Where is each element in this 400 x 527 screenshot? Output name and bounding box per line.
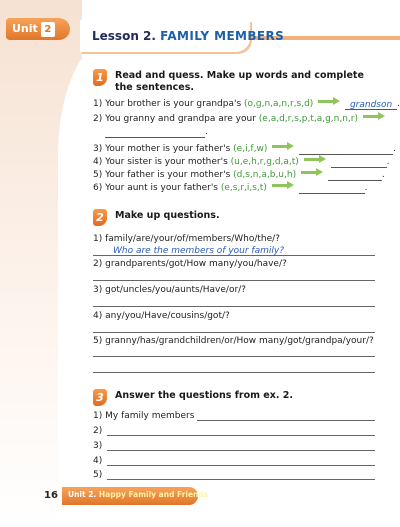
ex1-item-5 bbox=[93, 170, 385, 181]
ex1-item-2 bbox=[93, 114, 387, 125]
item-number: 2) bbox=[93, 426, 103, 436]
arrow-right-icon bbox=[301, 169, 323, 176]
exercise-instruction: Make up questions. bbox=[115, 210, 220, 221]
answer-line[interactable] bbox=[107, 450, 375, 451]
arrow-right-icon bbox=[363, 113, 385, 120]
ex3-item-5 bbox=[93, 470, 102, 481]
ex3-item-3 bbox=[93, 441, 102, 452]
ex3-item-1 bbox=[93, 411, 194, 422]
arrow-right-icon bbox=[272, 143, 294, 150]
lesson-name: FAMILY MEMBERS bbox=[160, 29, 285, 43]
item-end: . bbox=[397, 99, 400, 109]
ex2-item-2 bbox=[93, 259, 287, 270]
answer-line[interactable] bbox=[93, 356, 375, 357]
item-number: 5) bbox=[93, 170, 103, 180]
page-number: 16 bbox=[44, 490, 58, 501]
item-text: family/are/your/of/members/Who/the/? bbox=[105, 234, 280, 244]
item-text: My family members bbox=[105, 411, 195, 421]
item-end: . bbox=[364, 183, 368, 193]
item-number: 4) bbox=[93, 456, 103, 466]
ex2-item-5 bbox=[93, 336, 374, 347]
item-number: 3) bbox=[93, 285, 103, 295]
ex2-item-1 bbox=[93, 234, 280, 245]
item-number: 4) bbox=[93, 311, 103, 321]
item-text: Your mother is your father's bbox=[105, 144, 231, 154]
lesson-label: Lesson 2. bbox=[92, 29, 156, 43]
item-text: Your aunt is your father's bbox=[105, 183, 218, 193]
unit-number: 2 bbox=[41, 22, 55, 37]
page-header bbox=[0, 16, 400, 56]
handwritten-answer: Who are the members of your family? bbox=[113, 246, 284, 256]
item-letters: (d,s,n,a,b,u,h) bbox=[233, 170, 297, 180]
item-letters: (e,s,r,i,s,t) bbox=[220, 183, 267, 193]
answer-blank[interactable] bbox=[331, 158, 387, 168]
item-letters: (u,e,h,r,g,d,a,t) bbox=[230, 157, 299, 167]
ex1-item-2-blank-line bbox=[105, 127, 208, 138]
item-text: You granny and grandpa are your bbox=[105, 114, 256, 124]
ex1-item-1 bbox=[93, 99, 400, 110]
item-number: 3) bbox=[93, 441, 103, 451]
arrow-right-icon bbox=[272, 182, 294, 189]
item-text: grandparents/got/How many/you/have/? bbox=[105, 259, 287, 269]
item-number: 4) bbox=[93, 157, 103, 167]
item-text: got/uncles/you/aunts/Have/or/? bbox=[105, 285, 246, 295]
answer-line[interactable] bbox=[197, 420, 375, 421]
item-number: 1) bbox=[93, 234, 103, 244]
answer-line[interactable] bbox=[107, 479, 375, 480]
item-end: . bbox=[393, 144, 396, 154]
exercise-3 bbox=[93, 389, 383, 479]
ex3-item-2 bbox=[93, 426, 102, 437]
item-text: Your father is your mother's bbox=[105, 170, 231, 180]
item-number: 1) bbox=[93, 99, 103, 109]
footer-unit-label: Unit 2. bbox=[68, 490, 97, 499]
exercise-number-badge: 2 bbox=[93, 209, 107, 226]
answer-blank[interactable] bbox=[345, 100, 397, 110]
item-text: granny/has/grandchildren/or/How many/got/grandpa/your/? bbox=[105, 336, 374, 346]
answer-line[interactable] bbox=[107, 465, 375, 466]
item-end: . bbox=[205, 127, 208, 137]
page-footer bbox=[0, 486, 400, 508]
answer-blank[interactable] bbox=[328, 171, 382, 181]
exercise-instruction: Answer the questions from ex. 2. bbox=[115, 390, 294, 401]
item-text: any/you/Have/cousins/got/? bbox=[105, 311, 230, 321]
exercise-number-badge: 1 bbox=[93, 69, 107, 86]
item-end: . bbox=[386, 157, 390, 167]
answer-blank[interactable] bbox=[299, 184, 365, 194]
item-number: 1) bbox=[93, 411, 103, 421]
ex1-item-6 bbox=[93, 183, 367, 194]
ex1-item-3 bbox=[93, 144, 396, 155]
ex2-item-3 bbox=[93, 285, 246, 296]
unit-badge bbox=[6, 18, 70, 40]
item-number: 2) bbox=[93, 114, 103, 124]
item-letters: (o,g,n,a,n,r,s,d) bbox=[244, 99, 314, 109]
exercise-instruction: Read and quess. Make up words and complete the sentences. bbox=[115, 70, 364, 93]
lesson-title bbox=[92, 29, 284, 43]
exercise-2 bbox=[93, 209, 383, 374]
answer-line[interactable] bbox=[93, 255, 375, 256]
exercise-1 bbox=[93, 69, 400, 194]
ex3-item-4 bbox=[93, 456, 102, 467]
unit-label: Unit bbox=[12, 22, 38, 35]
arrow-right-icon bbox=[318, 98, 340, 105]
item-end: . bbox=[381, 170, 385, 180]
item-number: 2) bbox=[93, 259, 103, 269]
item-letters: (e,i,f,w) bbox=[233, 144, 268, 154]
item-number: 5) bbox=[93, 470, 103, 480]
answer-line[interactable] bbox=[93, 306, 375, 307]
exercise-number-badge: 3 bbox=[93, 389, 107, 406]
footer-unit-name: Happy Family and Friends bbox=[98, 490, 209, 499]
footer-text bbox=[68, 490, 208, 499]
item-number: 6) bbox=[93, 183, 103, 193]
item-text: Your sister is your mother's bbox=[105, 157, 228, 167]
answer-line[interactable] bbox=[93, 280, 375, 281]
answer-line[interactable] bbox=[93, 332, 375, 333]
answer-line[interactable] bbox=[107, 435, 375, 436]
item-letters: (e,a,d,r,s,p,t,a,g,n,n,r) bbox=[258, 114, 359, 124]
handwritten-answer: grandson bbox=[349, 100, 393, 110]
ex2-item-4 bbox=[93, 311, 230, 322]
answer-line[interactable] bbox=[93, 372, 375, 373]
ex1-item-4 bbox=[93, 157, 389, 168]
item-number: 3) bbox=[93, 144, 103, 154]
answer-blank[interactable] bbox=[105, 128, 205, 138]
item-text: Your brother is your grandpa's bbox=[105, 99, 242, 109]
item-number: 5) bbox=[93, 336, 103, 346]
arrow-right-icon bbox=[304, 156, 326, 163]
answer-blank[interactable] bbox=[299, 145, 393, 155]
